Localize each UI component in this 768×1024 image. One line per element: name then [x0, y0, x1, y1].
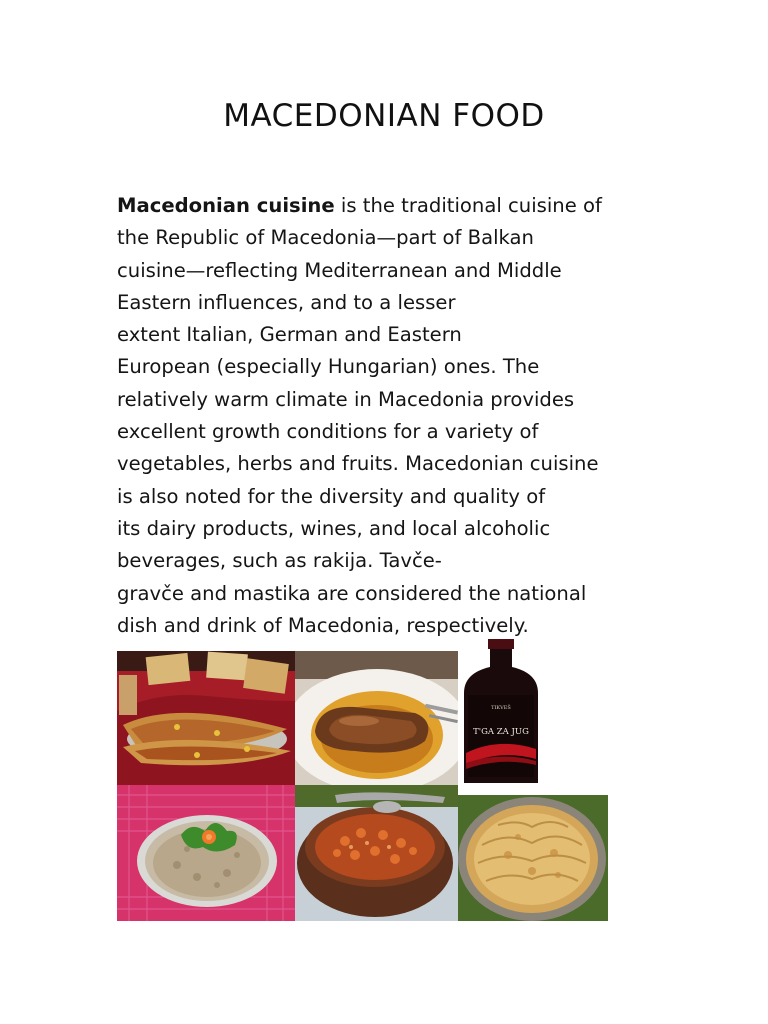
paragraph-line: relatively warm climate in Macedonia provides	[117, 387, 575, 411]
photo-pie	[458, 795, 608, 921]
photo-wine-bottle	[458, 637, 544, 787]
paragraph-line: excellent growth conditions for a variety of	[117, 420, 539, 444]
paragraph-line: extent Italian, German and Eastern	[117, 323, 462, 347]
photo-baked-beans	[295, 785, 458, 921]
paragraph-line: cuisine—reflecting Mediterranean and Middle	[117, 258, 562, 282]
photo-eggplant-dip	[117, 785, 295, 921]
paragraph-line: Eastern influences, and to a lesser	[117, 290, 456, 314]
paragraph-line: vegetables, herbs and fruits. Macedonian cuisine	[117, 452, 599, 476]
photo-stuffed-pepper	[295, 651, 458, 785]
paragraph-line: Macedonian cuisine is the traditional cuisine of	[117, 194, 602, 217]
paragraph-line: is also noted for the diversity and quality of	[117, 484, 546, 508]
body-paragraph	[117, 190, 657, 642]
wine-label-name: T'GA ZA JUG	[473, 727, 529, 737]
paragraph-line: its dairy products, wines, and local alcoholic	[117, 516, 551, 540]
paragraph-line: European (especially Hungarian) ones. The	[117, 355, 540, 379]
page-title: MACEDONIAN FOOD	[223, 98, 545, 134]
wine-label-brand: TIKVEŠ	[491, 705, 511, 711]
paragraph-line: dish and drink of Macedonia, respectively.	[117, 613, 529, 637]
paragraph-line: beverages, such as rakija. Tavče-	[117, 549, 442, 573]
photo-flatbread	[117, 651, 295, 785]
bold-term: Macedonian cuisine	[117, 194, 335, 217]
paragraph-line: gravče and mastika are considered the national	[117, 581, 587, 605]
paragraph-line: the Republic of Macedonia—part of Balkan	[117, 226, 534, 250]
